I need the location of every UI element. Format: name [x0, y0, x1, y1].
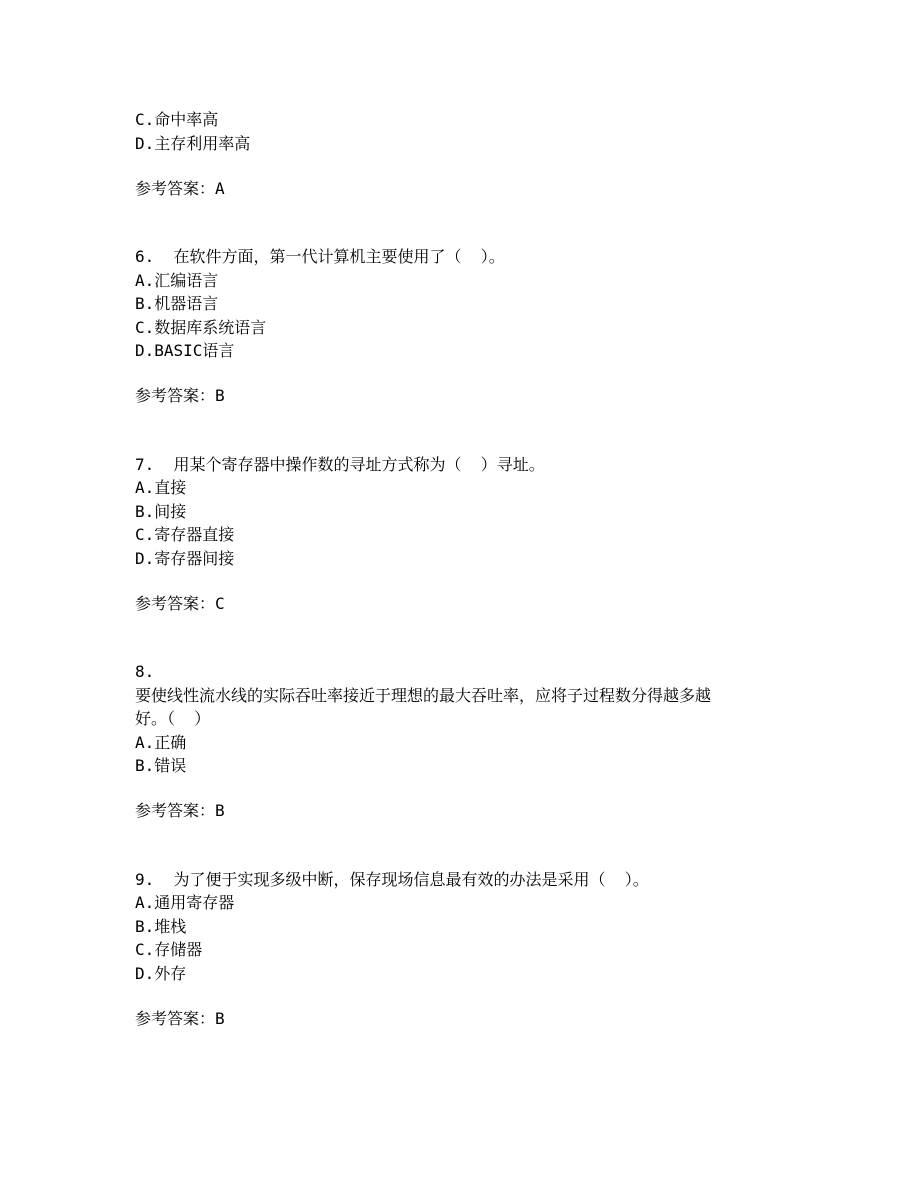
- q6-option-a: A.汇编语言: [135, 270, 219, 290]
- q8-stem-line-2: 好。（ ）: [135, 709, 211, 728]
- q9-option-b: B.堆栈: [135, 916, 187, 936]
- q9-stem: 9. 为了便于实现多级中断，保存现场信息最有效的办法是采用（ ）。: [135, 869, 649, 889]
- q9-option-d: D.外存: [135, 963, 187, 983]
- q7-option-d: D.寄存器间接: [135, 548, 235, 568]
- q8-answer: 参考答案：B: [135, 801, 225, 820]
- document-page: [135, 108, 795, 1030]
- question-9: [135, 868, 795, 1031]
- q5-answer: 参考答案：A: [135, 178, 225, 198]
- q6-answer: 参考答案：B: [135, 386, 225, 405]
- q7-stem: 7. 用某个寄存器中操作数的寻址方式称为（ ）寻址。: [135, 454, 545, 474]
- q8-stem-line-1: 要使线性流水线的实际吞吐率接近于理想的最大吞吐率，应将子过程数分得越多越: [135, 685, 712, 705]
- q7-answer: 参考答案：C: [135, 593, 225, 613]
- q5-option-c: C.命中率高: [135, 110, 219, 129]
- question-6: [135, 245, 795, 408]
- q6-option-c: C.数据库系统语言: [135, 317, 267, 337]
- q7-option-a: A.直接: [135, 478, 187, 497]
- q9-option-a: A.通用寄存器: [135, 893, 235, 912]
- q8-number: 8.: [135, 662, 155, 681]
- q9-answer: 参考答案：B: [135, 1008, 225, 1028]
- q6-stem: 6. 在软件方面，第一代计算机主要使用了（ ）。: [135, 247, 505, 266]
- q7-option-c: C.寄存器直接: [135, 525, 235, 544]
- q6-option-b: B.机器语言: [135, 294, 219, 313]
- q8-option-a: A.正确: [135, 732, 187, 752]
- q5-option-d: D.主存利用率高: [135, 133, 251, 153]
- question-5: [135, 108, 795, 200]
- q7-option-b: B.间接: [135, 501, 187, 521]
- q8-option-b: B.错误: [135, 756, 187, 775]
- q6-option-d: D.BASIC语言: [135, 341, 235, 360]
- question-7: [135, 453, 795, 616]
- q9-option-c: C.存储器: [135, 940, 203, 959]
- question-8: [135, 660, 795, 823]
